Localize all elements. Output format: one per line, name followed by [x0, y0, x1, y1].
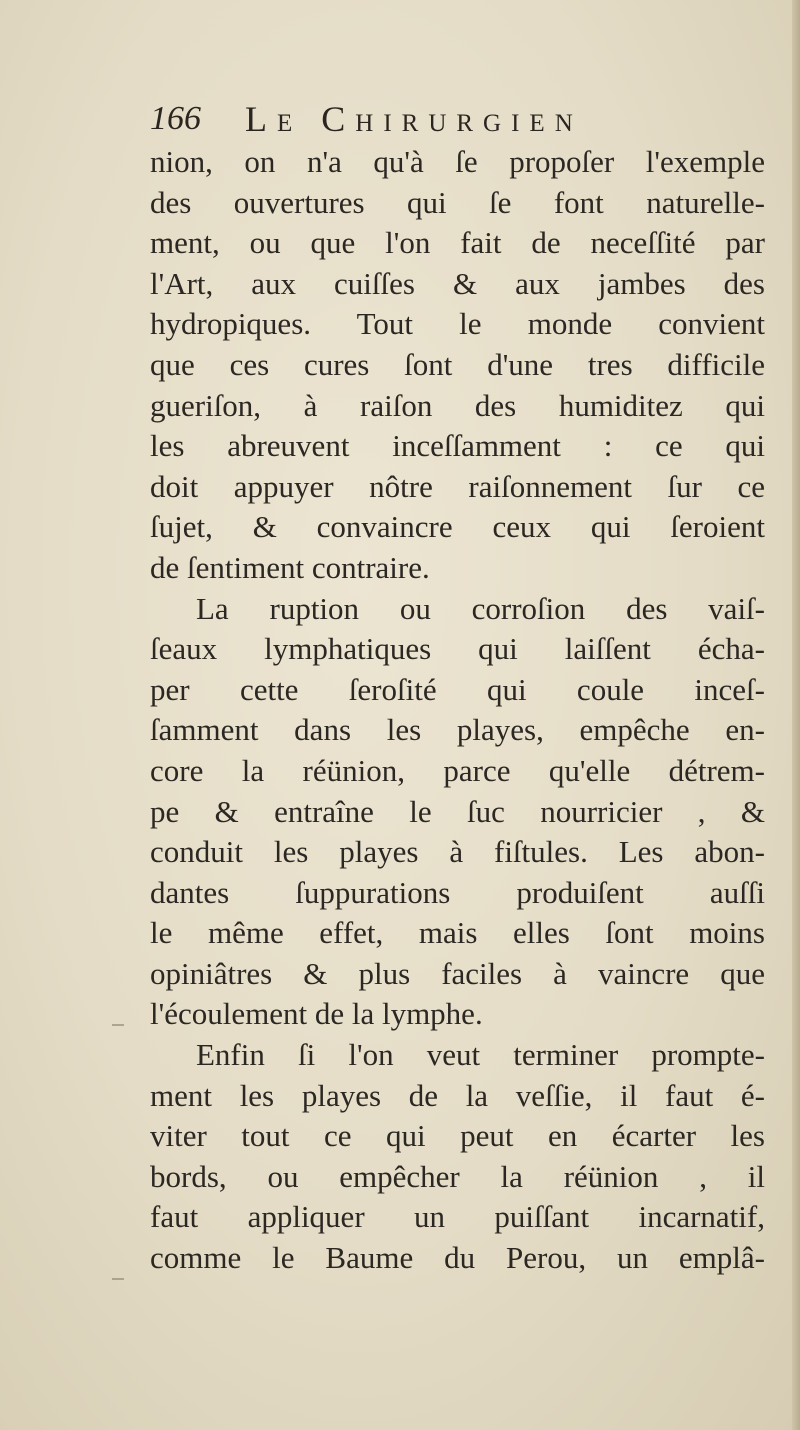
text-line: le même effet, mais elles ſont moins: [150, 915, 765, 951]
text-line: conduit les playes à fiſtules. Les abon-: [150, 834, 765, 870]
text-line: des ouvertures qui ſe font naturelle-: [150, 184, 765, 220]
text-line: hydropiques. Tout le monde convient: [150, 306, 765, 342]
text-line: opiniâtres & plus faciles à vaincre que: [150, 955, 765, 991]
page-edge-shadow: [792, 0, 800, 1430]
text-line: viter tout ce qui peut en écarter les: [150, 1118, 765, 1154]
paragraph-end-line: de ſentiment contraire.: [150, 549, 430, 585]
text-line: ſeaux lymphatiques qui laiſſent écha-: [150, 631, 765, 667]
text-line: comme le Baume du Perou, un emplâ-: [150, 1240, 765, 1276]
text-line: les abreuvent inceſſamment : ce qui: [150, 428, 765, 464]
text-line: l'Art, aux cuiſſes & aux jambes des: [150, 265, 765, 301]
text-line: bords, ou empêcher la réünion , il: [150, 1158, 765, 1194]
margin-mark: [112, 1024, 124, 1026]
text-line: per cette ſeroſité qui coule inceſ-: [150, 671, 765, 707]
running-head: Le Chirurgien: [245, 99, 583, 139]
text-line: doit appuyer nôtre raiſonnement ſur ce: [150, 468, 765, 504]
body-text: [150, 142, 765, 1279]
text-line: que ces cures ſont d'une tres difficile: [150, 346, 765, 382]
page-header: [150, 96, 770, 144]
paragraph-start-line: Enfin ſi l'on veut terminer prompte-: [196, 1037, 765, 1073]
text-line: nion, on n'a qu'à ſe propoſer l'exemple: [150, 144, 765, 179]
paragraph-start-line: La ruption ou corroſion des vaiſ-: [196, 590, 765, 626]
text-line: ſamment dans les playes, empêche en-: [150, 712, 765, 748]
text-line: ment, ou que l'on fait de neceſſité par: [150, 225, 765, 261]
text-line: ment les playes de la veſſie, il faut é-: [150, 1077, 765, 1113]
paragraph-end-line: l'écoulement de la lymphe.: [150, 996, 483, 1032]
text-line: faut appliquer un puiſſant incarnatif,: [150, 1199, 765, 1235]
page-number: 166: [150, 100, 201, 137]
text-line: gueriſon, à raiſon des humiditez qui: [150, 387, 765, 423]
text-line: pe & entraîne le ſuc nourricier , &: [150, 793, 765, 829]
text-line: core la réünion, parce qu'elle détrem-: [150, 752, 765, 788]
margin-mark: [112, 1278, 124, 1280]
text-line: ſujet, & convaincre ceux qui ſeroient: [150, 509, 765, 545]
text-line: dantes ſuppurations produiſent auſſi: [150, 874, 765, 910]
